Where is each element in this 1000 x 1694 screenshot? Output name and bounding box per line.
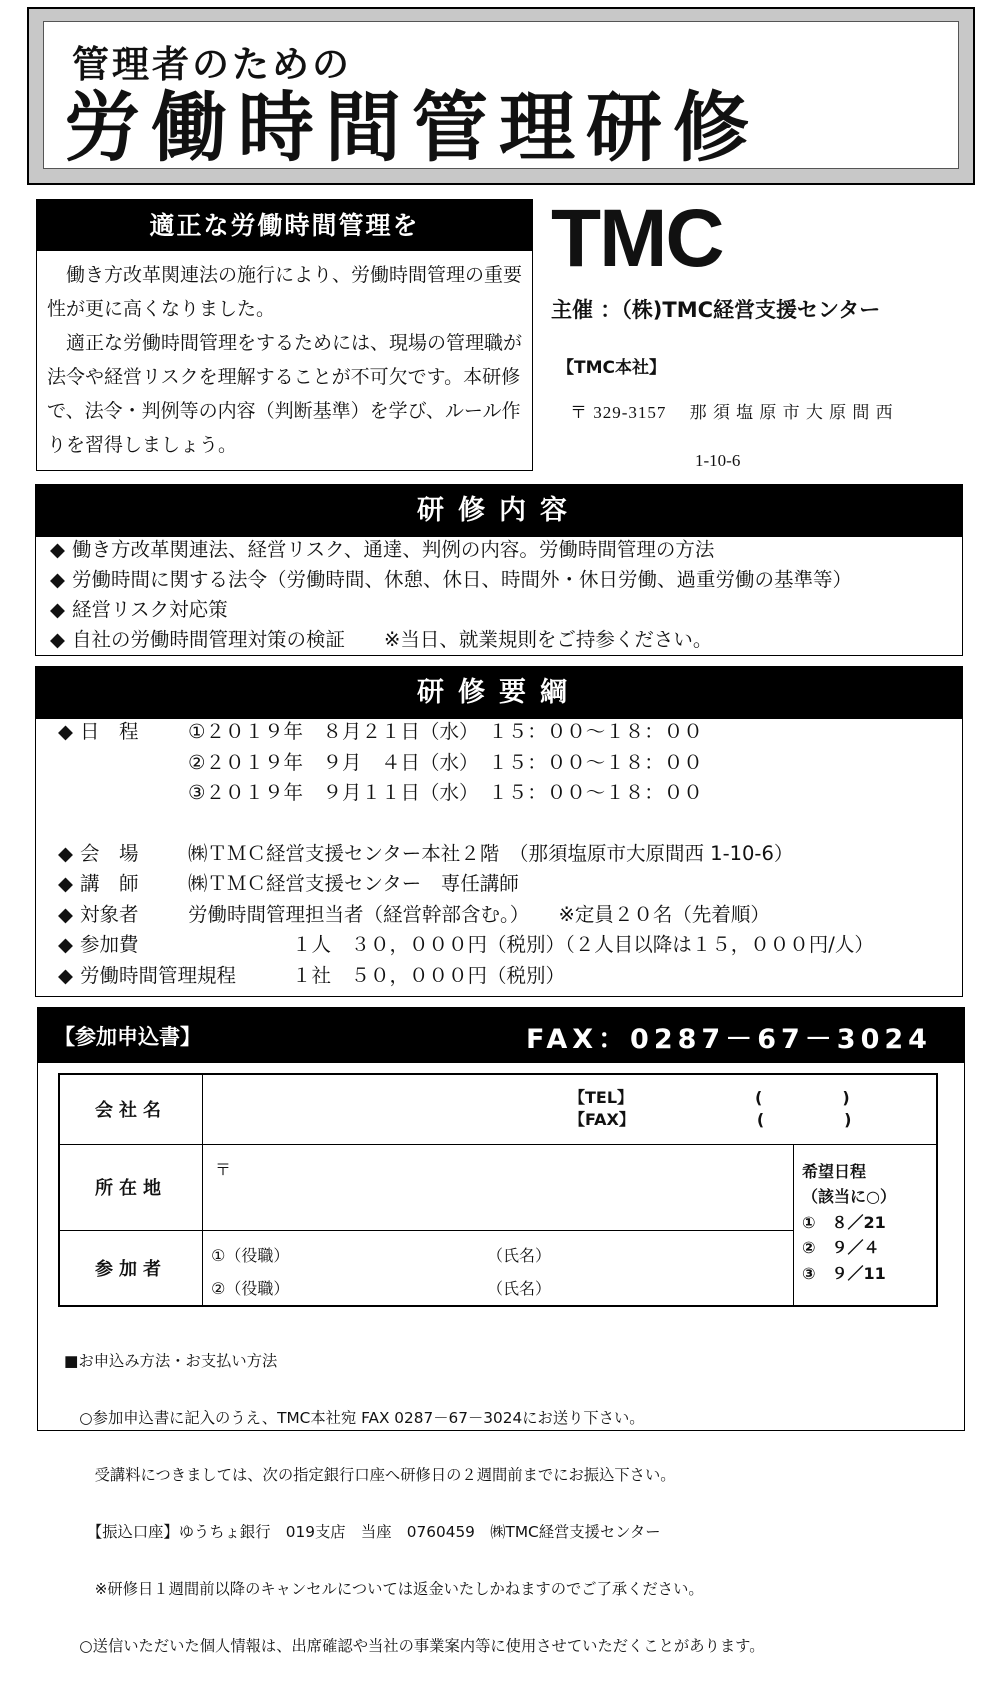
- hq-label: 【TMC本社】: [557, 358, 666, 378]
- title-inner: [43, 21, 959, 172]
- note-line: ※研修日１週間前以降のキャンセルについては返金いたしかねますのでご了承ください。: [64, 1580, 704, 1598]
- diamond-bullet-icon: ◆: [58, 872, 73, 895]
- schedule-row: ②２０１９年 ９月 ４日（水） １５：００～１８：００: [188, 750, 703, 774]
- intro-box: [36, 199, 533, 471]
- fax-label: 【FAX】: [569, 1110, 635, 1129]
- outline-details: [58, 717, 874, 991]
- form-title: 【参加申込書】: [54, 1025, 201, 1049]
- fax-field[interactable]: ( ): [756, 1110, 852, 1129]
- address-label: 所在地: [59, 1144, 203, 1230]
- intro-paragraph-1: 働き方改革関連法の施行により、労働時間管理の重要性が更に高くなりました。: [47, 264, 523, 320]
- application-notes: [64, 1314, 765, 1694]
- tel-field[interactable]: ( ): [755, 1088, 850, 1107]
- rules-row: ◆ 労働時間管理規程 １社 ５０，０００円（税別）: [58, 961, 874, 992]
- diamond-bullet-icon: ◆: [58, 841, 73, 865]
- content-section: [35, 484, 963, 656]
- list-item: ◆ 経営リスク対応策: [50, 595, 852, 625]
- pref-date-option[interactable]: ② ９／４: [802, 1238, 880, 1257]
- note-line: ■お申込み方法・お支払い方法: [64, 1352, 278, 1370]
- title-subtitle: 管理者のための: [72, 43, 352, 86]
- diamond-bullet-icon: ◆: [50, 568, 65, 591]
- diamond-bullet-icon: ◆: [58, 902, 73, 926]
- page-title: 労働時間管理研修: [64, 83, 760, 172]
- organizer-host: 主催 ：（株)TMC経営支援センター: [551, 298, 881, 322]
- fax-number: FAX：0287－67－3024: [526, 1024, 932, 1055]
- pref-title: 希望日程: [802, 1161, 867, 1181]
- participant1-name[interactable]: （氏名）: [487, 1245, 552, 1265]
- outline-section: [35, 666, 963, 997]
- lecturer-row: ◆ 講 師 ㈱ＴＭＣ経営支援センター 専任講師: [58, 869, 874, 900]
- address-field[interactable]: [203, 1144, 794, 1230]
- participant2-name[interactable]: （氏名）: [487, 1278, 552, 1298]
- fee-row: ◆ 参加費 １人 ３０，０００円（税別）（２人目以降は１５，０００円/人）: [58, 930, 874, 961]
- note-line: 【振込口座】ゆうちょ銀行 019支店 当座 0760459 ㈱TMC経営支援センター: [64, 1523, 661, 1541]
- diamond-bullet-icon: ◆: [58, 720, 73, 743]
- target-row: ◆ 対象者 労働時間管理担当者（経営幹部含む。） ※定員２０名（先着順）: [58, 900, 874, 931]
- preferred-dates: [794, 1144, 938, 1306]
- note-line: 受講料につきましては、次の指定銀行口座へ研修日の２週間前までにお振込下さい。: [64, 1466, 676, 1484]
- diamond-bullet-icon: ◆: [58, 963, 73, 987]
- list-item: ◆ 自社の労働時間管理対策の検証 ※当日、就業規則をご持参ください。: [50, 625, 852, 655]
- note-line: ○参加申込書に記入のうえ、TMC本社宛 FAX 0287－67－3024にお送り下さい。: [64, 1409, 645, 1427]
- pref-date-option[interactable]: ③ ９／11: [802, 1263, 886, 1283]
- diamond-bullet-icon: ◆: [58, 933, 73, 956]
- content-list: [50, 535, 852, 655]
- diamond-bullet-icon: ◆: [50, 628, 65, 651]
- postal-mark: 〒: [215, 1159, 232, 1179]
- company-field[interactable]: [203, 1074, 938, 1144]
- intro-heading: 適正な労働時間管理を: [37, 200, 532, 251]
- form-header: [38, 1008, 964, 1063]
- list-item: ◆ 働き方改革関連法、経営リスク、通達、判例の内容。労働時間管理の方法: [50, 535, 852, 565]
- diamond-bullet-icon: ◆: [50, 538, 65, 561]
- participant1-role[interactable]: ①（役職）: [211, 1245, 290, 1265]
- list-item: ◆ 労働時間に関する法令（労働時間、休憩、休日、時間外・休日労働、過重労働の基準等）: [50, 565, 852, 595]
- participants-label: 参加者: [59, 1230, 203, 1306]
- participants-field[interactable]: [203, 1230, 794, 1306]
- application-form: [37, 1007, 965, 1655]
- schedule-row: ③２０１９年 ９月１１日（水） １５：００～１８：００: [188, 781, 703, 804]
- venue-row: ◆ 会 場 ㈱ＴＭＣ経営支援センター本社２階 （那須塩原市大原間西 1-10-6）: [58, 839, 874, 870]
- intro-paragraph-2: 適正な労働時間管理をするためには、現場の管理職が法令や経営リスクを理解することが不可欠です。本研修で、法令・判例等の内容（判断基準）を学び、ルール作りを習得しましょう。: [47, 332, 523, 456]
- hq-address-line1: 〒 329-3157 那 須 塩 原 市 大 原 間 西: [570, 403, 894, 422]
- tmc-logo: TMC: [551, 193, 723, 284]
- outline-heading: 研修要綱: [36, 667, 962, 719]
- content-heading: 研修内容: [36, 485, 962, 537]
- pref-date-option[interactable]: ① ８／21: [802, 1212, 886, 1232]
- title-banner: [27, 7, 975, 185]
- note-line: ○送信いただいた個人情報は、出席確認や当社の事業案内等に使用させていただくことがあります。: [64, 1637, 765, 1655]
- pref-sub: （該当に○）: [802, 1187, 896, 1206]
- company-label: 会社名: [59, 1074, 203, 1144]
- schedule-row: ◆ 日 程 ①２０１９年 ８月２１日（水） １５：００～１８：００: [58, 717, 874, 748]
- intro-body: [47, 258, 524, 462]
- application-table: [58, 1073, 938, 1307]
- hq-address-line2: 1-10-6: [695, 451, 741, 470]
- diamond-bullet-icon: ◆: [50, 598, 65, 621]
- participant2-role[interactable]: ②（役職）: [211, 1278, 290, 1298]
- tel-label: 【TEL】: [569, 1088, 634, 1107]
